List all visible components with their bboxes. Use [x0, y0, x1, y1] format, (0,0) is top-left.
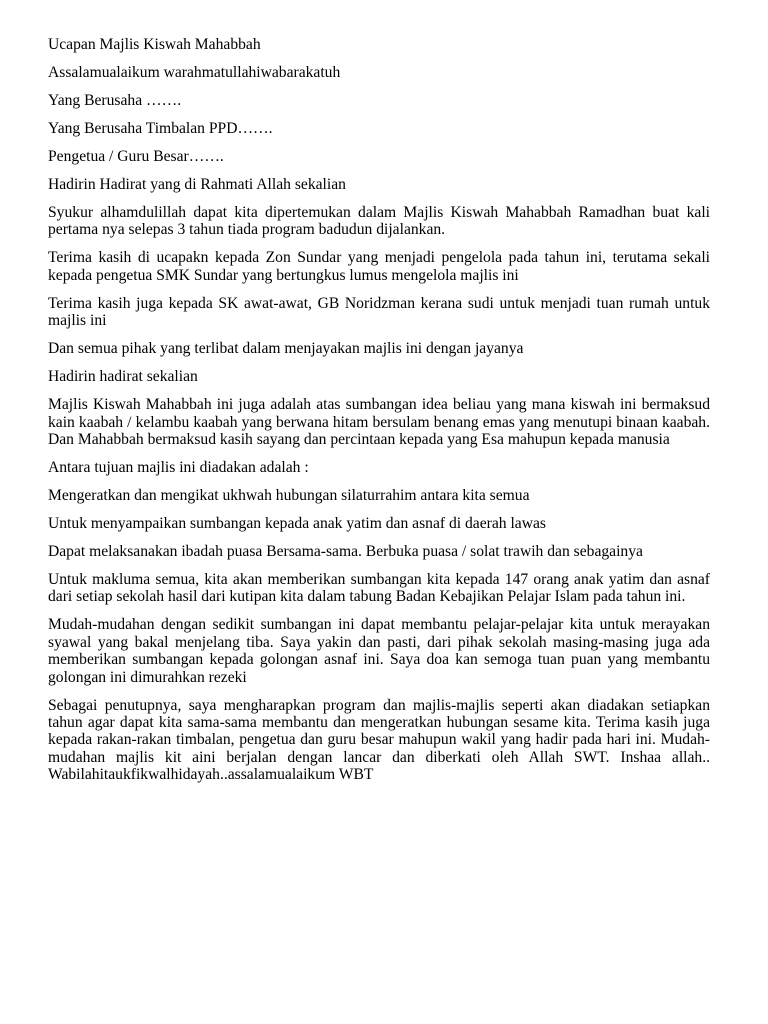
body-paragraph: Terima kasih di ucapakn kepada Zon Sundar yang menjadi pengelola pada tahun ini, terutama sekali kepada pengetua SMK Sundar yang bertungkus lumus mengelola majlis ini	[48, 249, 710, 284]
body-paragraph: Syukur alhamdulillah dapat kita dipertemukan dalam Majlis Kiswah Mahabbah Ramadhan buat kali pertama nya selepas 3 tahun tiada program badudun dijalankan.	[48, 204, 710, 239]
salutation-line: Hadirin Hadirat yang di Rahmati Allah sekalian	[48, 176, 346, 193]
salutation-line: Yang Berusaha Timbalan PPD…….	[48, 120, 273, 137]
purpose-item: Dapat melaksanakan ibadah puasa Bersama-sama. Berbuka puasa / solat trawih dan sebagainya	[48, 543, 643, 561]
body-paragraph: Hadirin hadirat sekalian	[48, 368, 198, 386]
closing-paragraph: Sebagai penutupnya, saya mengharapkan program dan majlis-majlis seperti akan diadakan setiapkan tahun agar dapat kita sama-sama membantu dan mengeratkan hubungan sesame kita. Terima kasih juga kepada rakan-rakan timbalan, pengetua dan guru besar mahupun wakil yang hadir pada hari ini. Mudah-mudahan majlis kit aini berjalan dengan lancar dan diberkati oleh Allah SWT. Inshaa allah.. Wabilahitaukfikwalhidayah..assalamualaikum WBT	[48, 696, 710, 784]
body-paragraph: Untuk makluma semua, kita akan memberikan sumbangan kita kepada 147 orang anak yatim dan asnaf dari setiap sekolah hasil dari kutipan kita dalam tabung Badan Kebajikan Pelajar Islam pada tahun ini.	[48, 571, 710, 606]
purpose-item: Untuk menyampaikan sumbangan kepada anak yatim dan asnaf di daerah lawas	[48, 515, 546, 533]
body-paragraph: Mudah-mudahan dengan sedikit sumbangan ini dapat membantu pelajar-pelajar kita untuk merayakan syawal yang bakal menjelang tiba. Saya yakin dan pasti, dari pihak sekolah masing-masing juga ada memberikan sumbangan kepada golongan asnaf ini. Saya doa kan semoga tuan puan yang membantu golongan ini dimurahkan rezeki	[48, 616, 710, 686]
greeting: Assalamualaikum warahmatullahiwabarakatuh	[48, 64, 341, 81]
purpose-item: Mengeratkan dan mengikat ukhwah hubungan silaturrahim antara kita semua	[48, 487, 530, 505]
body-paragraph: Dan semua pihak yang terlibat dalam menjayakan majlis ini dengan jayanya	[48, 340, 524, 358]
body-paragraph: Antara tujuan majlis ini diadakan adalah :	[48, 459, 309, 477]
salutation-line: Pengetua / Guru Besar…….	[48, 148, 224, 165]
salutation-line: Yang Berusaha …….	[48, 92, 182, 109]
body-paragraph: Majlis Kiswah Mahabbah ini juga adalah atas sumbangan idea beliau yang mana kiswah ini bermaksud kain kaabah / kelambu kaabah yang berwana hitam bersulam benang emas yang menutupi binaan kaabah. Dan Mahabbah bermaksud kasih sayang dan percintaan kepada yang Esa mahupun kepada manusia	[48, 396, 710, 449]
body-paragraph: Terima kasih juga kepada SK awat-awat, GB Noridzman kerana sudi untuk menjadi tuan rumah untuk majlis ini	[48, 294, 710, 330]
speech-title: Ucapan Majlis Kiswah Mahabbah	[48, 36, 261, 53]
